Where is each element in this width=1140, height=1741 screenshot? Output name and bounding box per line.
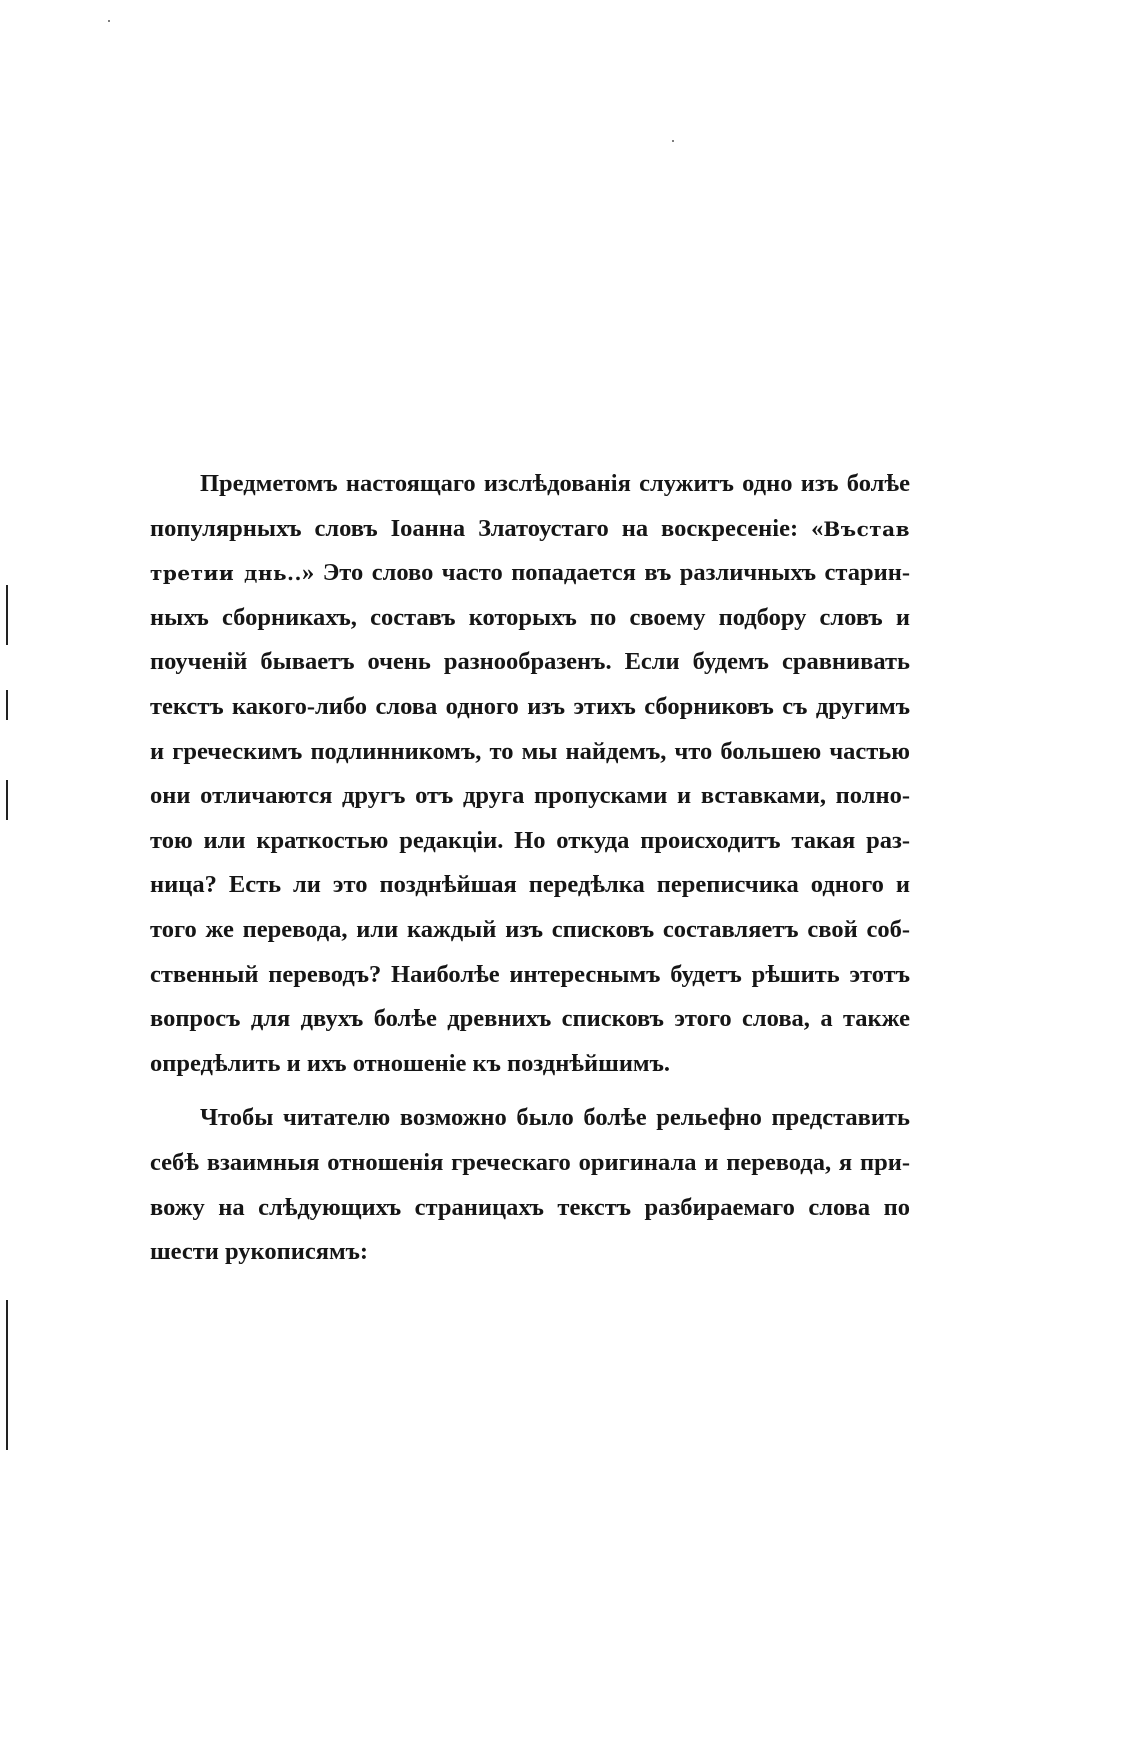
closing-quote: » [301,559,315,587]
binding-edge-mark [6,690,8,720]
church-slavonic-text: Въстав [823,516,910,541]
text-line: поученій бываетъ очень разнообразенъ. Если будемъ сравнивать [150,648,910,676]
body-text [150,462,910,1275]
text-line: Предметомъ настоящаго изслѣдованія служитъ одно изъ болѣе [200,470,910,497]
text-line: вопросъ для двухъ болѣе древнихъ списковъ этого слова, а также [150,1005,910,1033]
scan-speck [108,20,110,22]
text-line: того же перевода, или каждый изъ списковъ составляетъ свой соб- [150,915,910,943]
text-line-part: популярныхъ словъ Іоанна Златоустаго на воскресеніе: « [150,514,824,542]
text-line: ница? Есть ли это позднѣйшая передѣлка переписчика одного и [150,871,910,899]
text-line: вожу на слѣдующихъ страницахъ текстъ разбираемаго слова по [150,1193,910,1221]
text-line [150,551,910,596]
text-line: себѣ взаимныя отношенія греческаго оригинала и перевода, я при- [150,1148,910,1176]
paragraph-gap [150,1086,910,1096]
text-line: они отличаются другъ отъ друга пропусками и вставками, полно- [150,782,910,810]
text-line: ныхъ сборникахъ, составъ которыхъ по своему подбору словъ и [150,603,910,631]
text-line: тою или краткостью редакціи. Но откуда происходитъ такая раз- [150,826,910,854]
church-slavonic-text: третии днь.. [150,561,302,586]
text-line-part: Это слово часто попадается въ различныхъ старин- [322,559,910,587]
binding-edge-mark [6,1300,8,1450]
text-line: ственный переводъ? Наиболѣе интереснымъ будетъ рѣшить этотъ [150,960,910,988]
text-line: Чтобы читателю возможно было болѣе рельефно представить [200,1104,910,1132]
text-line [150,507,910,552]
scan-speck [672,140,674,142]
text-line: и греческимъ подлинникомъ, то мы найдемъ, что большею частью [150,737,910,765]
binding-edge-mark [6,780,8,820]
binding-edge-mark [6,585,8,645]
text-line: опредѣлить и ихъ отношеніе къ позднѣйшимъ. [150,1049,671,1077]
text-line: текстъ какого-либо слова одного изъ этихъ сборниковъ съ другимъ [150,692,910,720]
text-line: шести рукописямъ: [150,1238,369,1266]
